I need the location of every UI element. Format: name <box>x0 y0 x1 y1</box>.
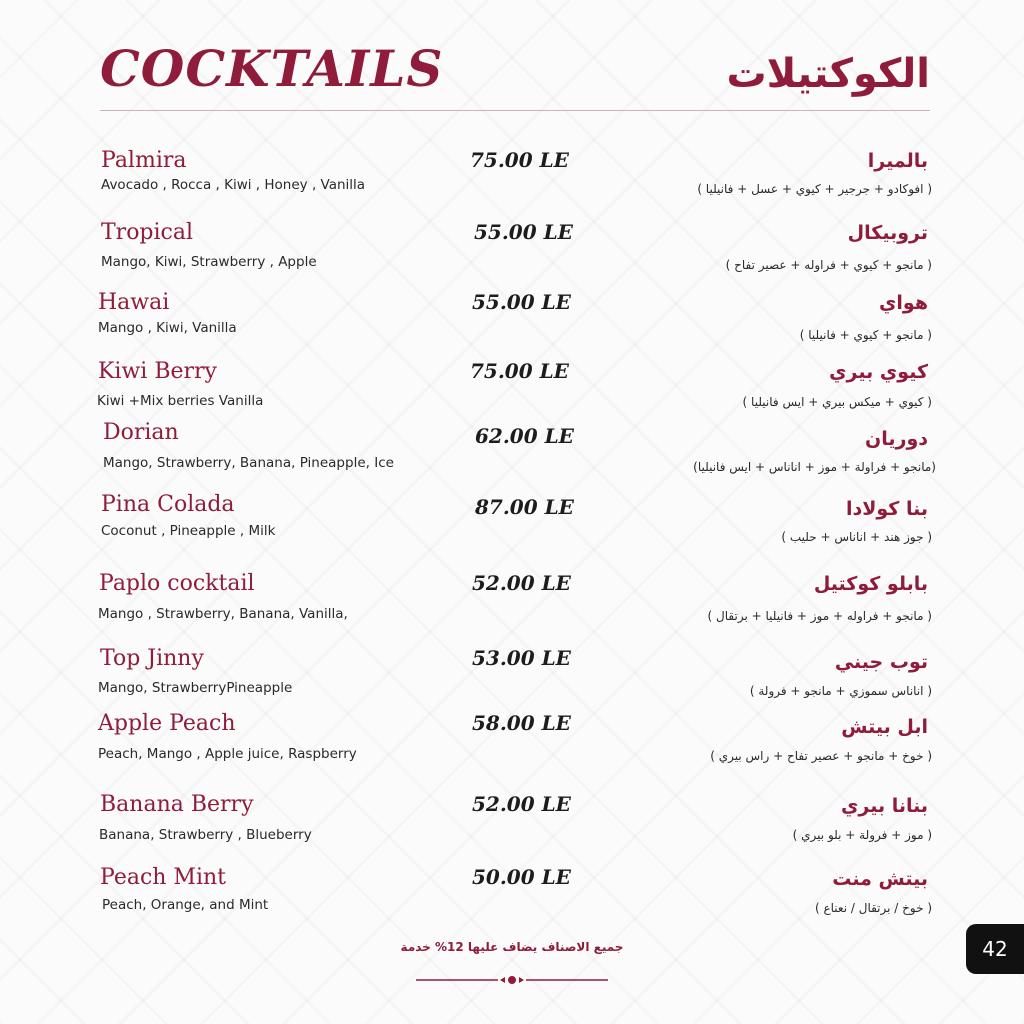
menu-item-dorian <box>0 420 1024 480</box>
item-description: Mango, Strawberry, Banana, Pineapple, Ice <box>103 455 394 471</box>
item-price: 87.00 LE <box>475 495 574 519</box>
menu-item-top-jinny <box>0 646 1024 706</box>
item-name: Dorian <box>103 420 179 445</box>
item-name: Banana Berry <box>100 792 254 817</box>
menu-item-banana-berry <box>0 792 1024 852</box>
item-name-arabic: كيوي بيري <box>829 361 928 383</box>
page-title-english: COCKTAILS <box>100 39 444 98</box>
item-name-arabic: دوريان <box>865 428 928 450</box>
item-price: 75.00 LE <box>470 148 569 172</box>
page-title-arabic: الكوكتيلات <box>726 51 930 97</box>
item-description-arabic: (مانجو + فراولة + موز + اناناس + ايس فانيليا) <box>693 460 936 474</box>
item-description: Mango , Kiwi, Vanilla <box>98 320 237 336</box>
item-name: Peach Mint <box>100 865 227 890</box>
item-description-arabic: ( موز + فرولة + بلو بيري ) <box>792 828 932 842</box>
item-description-arabic: ( مانجو + كيوي + فراوله + عصير تفاح ) <box>725 258 932 272</box>
item-name-arabic: تروبيكال <box>847 222 928 244</box>
menu-item-apple-peach <box>0 711 1024 771</box>
item-name: Pina Colada <box>101 492 235 517</box>
menu-item-pina-colada <box>0 492 1024 552</box>
menu-item-paplo-cocktail <box>0 571 1024 631</box>
item-price: 55.00 LE <box>472 290 571 314</box>
title-divider <box>100 110 930 111</box>
item-price: 52.00 LE <box>472 792 571 816</box>
item-description: Coconut , Pineapple , Milk <box>101 523 276 539</box>
item-description-arabic: ( مانجو + كيوي + فانيليا ) <box>799 328 932 342</box>
item-price: 62.00 LE <box>475 424 574 448</box>
item-name: Paplo cocktail <box>99 571 255 596</box>
item-description-arabic: ( اناناس سموزي + مانجو + فرولة ) <box>749 684 932 698</box>
page-number-badge: 42 <box>966 924 1024 974</box>
item-description: Mango , Strawberry, Banana, Vanilla, <box>98 606 348 622</box>
menu-item-hawai <box>0 290 1024 350</box>
item-description-arabic: ( جوز هند + اناناس + حليب ) <box>781 530 932 544</box>
item-name: Tropical <box>101 220 194 245</box>
item-name-arabic: بنا كولادا <box>845 498 928 520</box>
item-description: Peach, Mango , Apple juice, Raspberry <box>98 746 357 762</box>
menu-item-peach-mint <box>0 865 1024 925</box>
item-name-arabic: بيتش منت <box>832 868 928 890</box>
item-price: 50.00 LE <box>472 865 571 889</box>
item-description: Mango, StrawberryPineapple <box>98 680 293 696</box>
item-description-arabic: ( مانجو + فراوله + موز + فانيليا + برتقال ) <box>707 609 932 623</box>
item-name: Kiwi Berry <box>98 359 217 384</box>
ornament-divider <box>414 970 610 990</box>
item-description: Avocado , Rocca , Kiwi , Honey , Vanilla <box>101 177 366 193</box>
item-name-arabic: ابل بيتش <box>841 716 928 738</box>
item-description: Peach, Orange, and Mint <box>102 897 269 913</box>
item-price: 55.00 LE <box>474 220 573 244</box>
item-description: Banana, Strawberry , Blueberry <box>99 827 312 843</box>
item-price: 52.00 LE <box>472 571 571 595</box>
menu-item-tropical <box>0 220 1024 280</box>
menu-item-palmira <box>0 148 1024 208</box>
item-name-arabic: بالميرا <box>867 150 928 172</box>
item-name-arabic: بنانا بيري <box>840 795 928 817</box>
service-charge-note: جميع الاصناف يضاف عليها 12% خدمة <box>400 940 624 954</box>
item-description-arabic: ( خوخ / برتقال / نعناع ) <box>814 901 932 915</box>
item-name: Hawai <box>98 290 170 315</box>
menu-item-kiwi-berry <box>0 359 1024 419</box>
item-name-arabic: بابلو كوكتيل <box>813 573 928 595</box>
item-description: Kiwi +Mix berries Vanilla <box>97 393 264 409</box>
item-description-arabic: ( خوخ + مانجو + عصير تفاح + راس بيري ) <box>710 749 932 763</box>
item-name: Apple Peach <box>98 711 236 736</box>
item-price: 75.00 LE <box>470 359 569 383</box>
item-name-arabic: توب جيني <box>834 651 928 673</box>
item-price: 58.00 LE <box>472 711 571 735</box>
item-price: 53.00 LE <box>472 646 571 670</box>
item-description-arabic: ( كيوي + ميكس بيري + ايس فانيليا ) <box>742 395 932 409</box>
item-name: Top Jinny <box>100 646 204 671</box>
item-name: Palmira <box>101 148 187 173</box>
item-name-arabic: هواي <box>878 292 928 314</box>
item-description-arabic: ( افوكادو + جرجير + كيوي + عسل + فانيليا ) <box>697 182 932 196</box>
item-description: Mango, Kiwi, Strawberry , Apple <box>101 254 317 270</box>
